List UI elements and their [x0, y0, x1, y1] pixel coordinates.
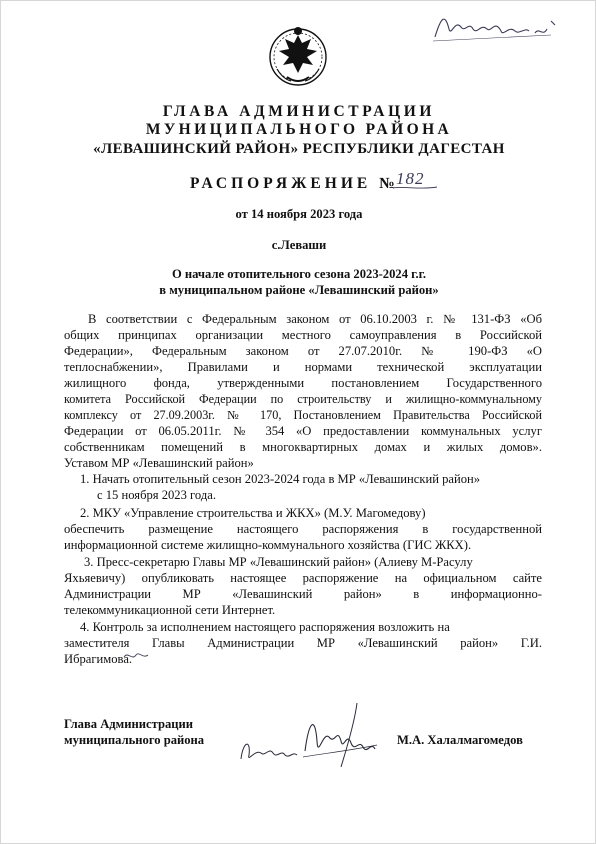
preamble-line: теплоснабжении», Правилами и нормами технической эксплуатации	[64, 360, 542, 374]
order-item-2-cont: информационной системе жилищно-коммунального хозяйства (ГИС ЖКХ).	[64, 538, 472, 552]
subject-line-2: в муниципальном районе «Левашинский район»	[159, 283, 439, 297]
order-item-2-cont: обеспечить размещение настоящего распоряжения в государственной	[64, 522, 542, 536]
signatory-title-line-1: Глава Администрации	[64, 717, 194, 731]
preamble-line: жилищного фонда, утвержденными постановлением Государственного	[64, 376, 542, 390]
order-item-2: 2. МКУ «Управление строительства и ЖКХ» (М.У. Магомедову)	[80, 506, 426, 520]
preamble-line: В соответствии с Федеральным законом от 06.10.2003 г. № 131-ФЗ «Об	[88, 312, 542, 326]
order-item-4-cont: Ибрагимова.	[64, 652, 133, 666]
preamble-line: собственникам помещений в многоквартирных домах и жилых домов».	[64, 440, 542, 454]
preamble-line: Федерации», Федеральным законом от 27.07.2010г. № 190-ФЗ «О	[64, 344, 542, 358]
order-item-3: 3. Пресс-секретарю Главы МР «Левашинский район» (Алиеву М-Расулу	[84, 555, 473, 569]
signatory-name: М.А. Халалмагомедов	[397, 733, 523, 747]
order-item-4-cont: заместителя Главы Администрации МР «Левашинский район» Г.И.	[64, 636, 542, 650]
order-item-4: 4. Контроль за исполнением настоящего распоряжения возложить на	[80, 620, 450, 634]
header-line-2: МУНИЦИПАЛЬНОГО РАЙОНА	[145, 121, 453, 138]
header-line-3: «ЛЕВАШИНСКИЙ РАЙОН» РЕСПУБЛИКИ ДАГЕСТАН	[93, 141, 505, 157]
order-item-3-cont: Яхьяевичу) опубликовать настоящее распоряжение на официальном сайте	[64, 571, 542, 585]
handwritten-signature	[237, 701, 387, 773]
preamble-line: комплексу от 27.09.2003г. № 170, Постановлением Правительства Российской	[64, 408, 542, 422]
order-item-3-cont: телекоммуникационной сети Интернет.	[64, 603, 276, 617]
doc-number-underline	[393, 185, 437, 191]
handwritten-note	[431, 7, 561, 45]
preamble-line: Уставом МР «Левашинский район»	[64, 456, 254, 470]
initials-squiggle	[123, 649, 149, 663]
dagestan-coat-of-arms-icon	[265, 21, 331, 91]
doc-type-title: РАСПОРЯЖЕНИЕ №	[190, 175, 399, 192]
preamble-line: общих принципах организации местного самоуправления в Российской	[64, 328, 542, 342]
preamble-line: комитета Российской Федерации по строительству и жилищно-коммунальному	[64, 392, 542, 406]
doc-number-handwritten: 182	[396, 169, 425, 188]
order-item-1: 1. Начать отопительный сезон 2023-2024 года в МР «Левашинский район»	[80, 472, 481, 486]
document-place: с.Леваши	[271, 238, 327, 252]
header-line-1: ГЛАВА АДМИНИСТРАЦИИ	[162, 103, 436, 120]
subject-line-1: О начале отопительного сезона 2023-2024 г.г.	[171, 267, 427, 281]
order-item-1-cont: с 15 ноября 2023 года.	[97, 488, 216, 502]
order-item-3-cont: Администрации МР «Левашинский район» в информационно-	[64, 587, 542, 601]
signatory-title-line-2: муниципального района	[64, 733, 205, 747]
document-date: от 14 ноября 2023 года	[235, 207, 363, 221]
preamble-line: Федерации от 06.05.2011г. № 354 «О предоставлении коммунальных услуг	[64, 424, 542, 438]
